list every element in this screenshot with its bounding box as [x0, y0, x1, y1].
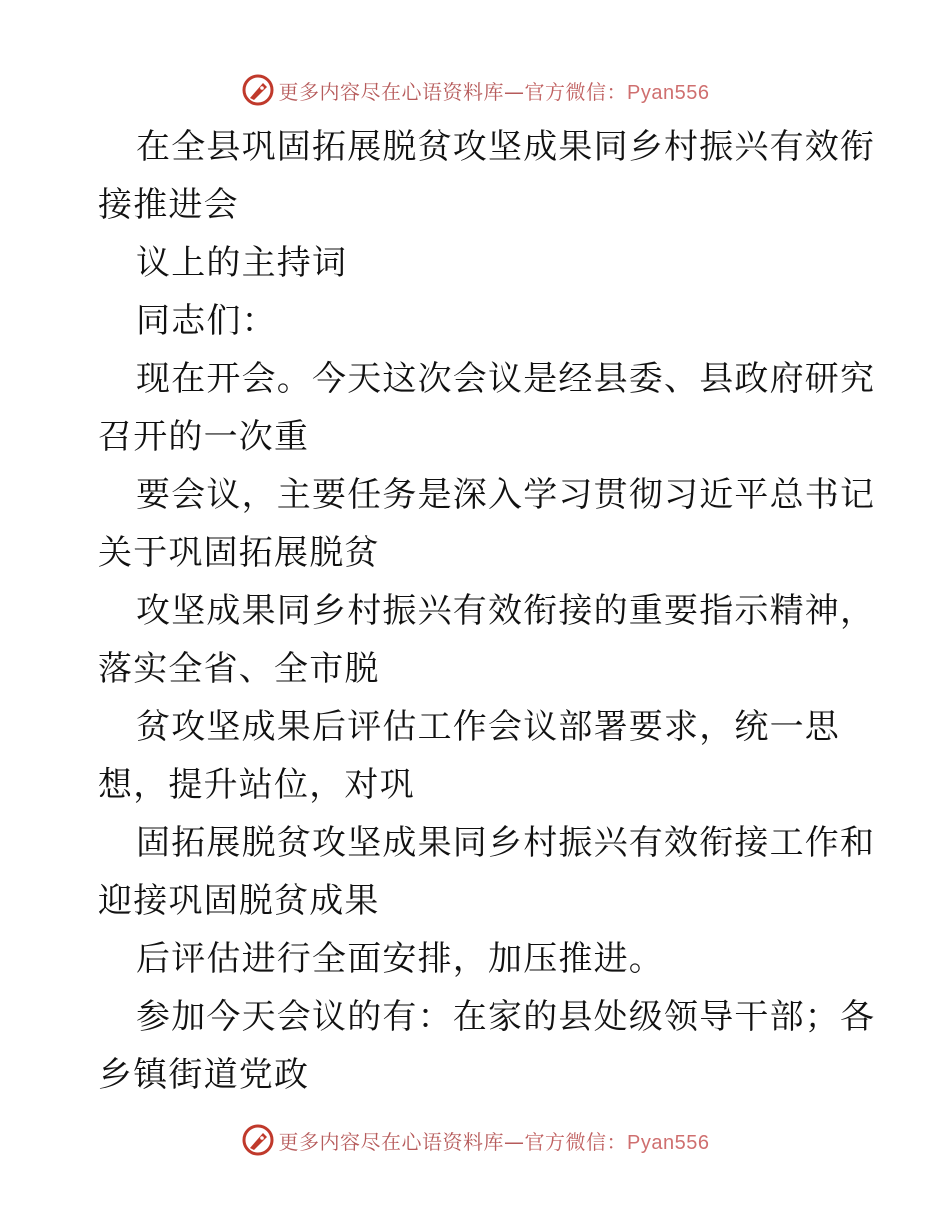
pen-nib-logo-icon: [241, 1123, 275, 1157]
doc-line: 迎接巩固脱贫成果: [98, 881, 380, 921]
document-body: [98, 118, 876, 1104]
banner-separator: —: [504, 1129, 525, 1154]
doc-line: 接推进会: [98, 185, 239, 225]
doc-line: 后评估进行全面安排，加压推进。: [136, 939, 664, 979]
banner-text: [279, 76, 710, 105]
doc-line: 固拓展脱贫攻坚成果同乡村振兴有效衔接工作和: [136, 823, 876, 863]
doc-line: 关于巩固拓展脱贫: [98, 533, 380, 573]
doc-line: 议上的主持词: [136, 243, 348, 283]
wechat-label: 官方微信：: [524, 1129, 628, 1154]
doc-line: 攻坚成果同乡村振兴有效衔接的重要指示精神，: [136, 591, 876, 631]
doc-line: 参加今天会议的有：在家的县处级领导干部；各: [136, 997, 876, 1037]
footer-banner: [0, 1120, 950, 1160]
doc-line: 乡镇街道党政: [98, 1055, 310, 1095]
doc-line: 贫攻坚成果后评估工作会议部署要求，统一思: [136, 707, 840, 747]
wechat-id: Pyan556: [627, 81, 710, 104]
banner-separator: —: [504, 79, 525, 104]
doc-line: 落实全省、全市脱: [98, 649, 380, 689]
wechat-id: Pyan556: [627, 1131, 710, 1154]
wechat-label: 官方微信：: [524, 79, 628, 104]
banner-title: 更多内容尽在心语资料库: [278, 1129, 505, 1154]
doc-line: 召开的一次重: [98, 417, 310, 457]
doc-line: 想，提升站位，对巩: [98, 765, 415, 805]
doc-line: 要会议，主要任务是深入学习贯彻习近平总书记: [136, 475, 876, 515]
pen-nib-logo-icon: [241, 73, 275, 107]
header-banner: [0, 70, 950, 110]
banner-text: [279, 1126, 710, 1155]
doc-line: 在全县巩固拓展脱贫攻坚成果同乡村振兴有效衔: [136, 127, 876, 167]
banner-title: 更多内容尽在心语资料库: [278, 79, 505, 104]
doc-line: 现在开会。今天这次会议是经县委、县政府研究: [136, 359, 876, 399]
doc-line: 同志们：: [136, 301, 277, 341]
